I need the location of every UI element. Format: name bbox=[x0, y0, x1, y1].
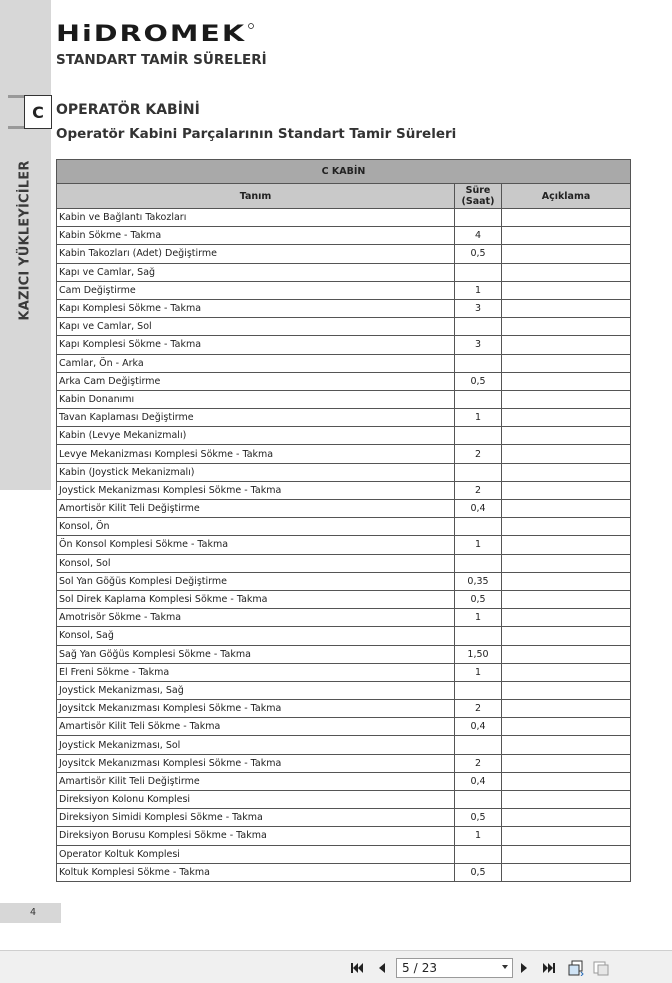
cell-aciklama bbox=[502, 754, 631, 772]
cell-tanim: Ön Konsol Komplesi Sökme - Takma bbox=[57, 536, 455, 554]
table-row bbox=[57, 209, 631, 227]
cell-aciklama bbox=[502, 791, 631, 809]
cell-sure bbox=[455, 427, 502, 445]
repair-times-table bbox=[56, 159, 631, 882]
page-selector[interactable] bbox=[396, 958, 513, 978]
table-row bbox=[57, 354, 631, 372]
cell-tanim: Amartisör Kilit Teli Değiştirme bbox=[57, 772, 455, 790]
doc-title: STANDART TAMİR SÜRELERİ bbox=[56, 52, 267, 68]
cell-aciklama bbox=[502, 390, 631, 408]
cell-aciklama bbox=[502, 354, 631, 372]
table-row bbox=[57, 518, 631, 536]
cell-sure bbox=[455, 263, 502, 281]
cell-sure bbox=[455, 518, 502, 536]
cell-sure bbox=[455, 209, 502, 227]
cell-sure: 1 bbox=[455, 663, 502, 681]
cell-aciklama bbox=[502, 299, 631, 317]
cell-sure: 1 bbox=[455, 827, 502, 845]
cell-tanim: Levye Mekanizması Komplesi Sökme - Takma bbox=[57, 445, 455, 463]
cell-tanim: Konsol, Sol bbox=[57, 554, 455, 572]
next-page-button[interactable] bbox=[519, 960, 531, 976]
hidromek-logo bbox=[56, 20, 256, 46]
cell-sure: 1 bbox=[455, 409, 502, 427]
last-page-button[interactable] bbox=[541, 960, 557, 976]
table-row bbox=[57, 572, 631, 590]
table-row bbox=[57, 590, 631, 608]
cell-tanim: Kabin (Levye Mekanizmalı) bbox=[57, 427, 455, 445]
table-row bbox=[57, 427, 631, 445]
table-row bbox=[57, 500, 631, 518]
cell-tanim: Cam Değiştirme bbox=[57, 281, 455, 299]
cell-aciklama bbox=[502, 700, 631, 718]
table-row bbox=[57, 299, 631, 317]
cell-aciklama bbox=[502, 409, 631, 427]
cell-tanim: Joysitck Mekanızması Komplesi Sökme - Takma bbox=[57, 754, 455, 772]
viewer-toolbar bbox=[0, 951, 672, 983]
cell-aciklama bbox=[502, 645, 631, 663]
cell-aciklama bbox=[502, 536, 631, 554]
table-row bbox=[57, 390, 631, 408]
fit-page-button[interactable] bbox=[592, 960, 610, 976]
cell-aciklama bbox=[502, 772, 631, 790]
table-row bbox=[57, 245, 631, 263]
column-header-tanim: Tanım bbox=[57, 184, 455, 209]
cell-sure: 0,5 bbox=[455, 590, 502, 608]
cell-aciklama bbox=[502, 427, 631, 445]
side-label bbox=[0, 90, 51, 390]
table-row bbox=[57, 554, 631, 572]
cell-sure bbox=[455, 791, 502, 809]
table-row bbox=[57, 718, 631, 736]
table-row bbox=[57, 609, 631, 627]
cell-tanim: Kabin Takozları (Adet) Değiştirme bbox=[57, 245, 455, 263]
chevron-down-icon bbox=[502, 965, 508, 969]
cell-aciklama bbox=[502, 463, 631, 481]
page-view-button[interactable] bbox=[567, 960, 585, 976]
cell-aciklama bbox=[502, 318, 631, 336]
fit-page-icon bbox=[592, 960, 610, 976]
table-row bbox=[57, 318, 631, 336]
cell-aciklama bbox=[502, 736, 631, 754]
table-row bbox=[57, 409, 631, 427]
cell-aciklama bbox=[502, 518, 631, 536]
section-title: OPERATÖR KABİNİ bbox=[56, 102, 200, 118]
cell-tanim: Sağ Yan Göğüs Komplesi Sökme - Takma bbox=[57, 645, 455, 663]
cell-aciklama bbox=[502, 663, 631, 681]
cell-tanim: Tavan Kaplaması Değiştirme bbox=[57, 409, 455, 427]
cell-tanim: Sol Yan Göğüs Komplesi Değiştirme bbox=[57, 572, 455, 590]
cell-tanim: Operator Koltuk Komplesi bbox=[57, 845, 455, 863]
cell-sure: 1 bbox=[455, 609, 502, 627]
cell-sure: 0,5 bbox=[455, 809, 502, 827]
table-row bbox=[57, 845, 631, 863]
column-header-sure-line2: (Saat) bbox=[461, 196, 495, 207]
table-row bbox=[57, 463, 631, 481]
cell-aciklama bbox=[502, 481, 631, 499]
table-row bbox=[57, 754, 631, 772]
prev-page-icon bbox=[376, 961, 386, 975]
cell-sure: 1,50 bbox=[455, 645, 502, 663]
cell-aciklama bbox=[502, 245, 631, 263]
cell-tanim: Konsol, Ön bbox=[57, 518, 455, 536]
cell-sure bbox=[455, 736, 502, 754]
last-page-icon bbox=[542, 961, 556, 975]
section-subtitle: Operatör Kabini Parçalarının Standart Tamir Süreleri bbox=[56, 126, 457, 142]
cell-aciklama bbox=[502, 827, 631, 845]
cell-sure: 2 bbox=[455, 445, 502, 463]
cell-aciklama bbox=[502, 572, 631, 590]
total-pages: 23 bbox=[421, 961, 437, 975]
table-row bbox=[57, 227, 631, 245]
cell-sure: 2 bbox=[455, 700, 502, 718]
side-label-text: KAZICI YÜKLEYİCİLER bbox=[18, 159, 33, 321]
cell-tanim: Amotrisör Sökme - Takma bbox=[57, 609, 455, 627]
cell-tanim: Joystick Mekanizması Komplesi Sökme - Takma bbox=[57, 481, 455, 499]
cell-aciklama bbox=[502, 281, 631, 299]
cell-tanim: El Freni Sökme - Takma bbox=[57, 663, 455, 681]
cell-tanim: Kabin Donanımı bbox=[57, 390, 455, 408]
cell-tanim: Direksiyon Borusu Komplesi Sökme - Takma bbox=[57, 827, 455, 845]
cell-aciklama bbox=[502, 609, 631, 627]
section-badge: C bbox=[24, 95, 52, 129]
cell-aciklama bbox=[502, 336, 631, 354]
cell-tanim: Kapı ve Camlar, Sol bbox=[57, 318, 455, 336]
logo-text: HiDROMEK bbox=[56, 22, 246, 46]
next-page-icon bbox=[520, 961, 530, 975]
cell-aciklama bbox=[502, 554, 631, 572]
cell-tanim: Direksiyon Simidi Komplesi Sökme - Takma bbox=[57, 809, 455, 827]
cell-sure bbox=[455, 318, 502, 336]
table-row bbox=[57, 827, 631, 845]
cell-aciklama bbox=[502, 809, 631, 827]
cell-sure: 0,4 bbox=[455, 772, 502, 790]
table-caption: C KABİN bbox=[57, 160, 631, 184]
cell-tanim: Koltuk Komplesi Sökme - Takma bbox=[57, 863, 455, 881]
cell-sure: 1 bbox=[455, 536, 502, 554]
current-page: 5 bbox=[402, 961, 410, 975]
first-page-icon bbox=[350, 961, 364, 975]
cell-sure bbox=[455, 554, 502, 572]
cell-sure: 0,4 bbox=[455, 718, 502, 736]
cell-aciklama bbox=[502, 681, 631, 699]
table-row bbox=[57, 263, 631, 281]
page-view-icon bbox=[567, 960, 585, 976]
cell-sure bbox=[455, 390, 502, 408]
table-row bbox=[57, 372, 631, 390]
cell-sure bbox=[455, 681, 502, 699]
cell-tanim: Kabin ve Bağlantı Takozları bbox=[57, 209, 455, 227]
table-row bbox=[57, 336, 631, 354]
cell-sure bbox=[455, 354, 502, 372]
page-number: 4 bbox=[0, 903, 61, 923]
cell-aciklama bbox=[502, 500, 631, 518]
cell-sure: 0,5 bbox=[455, 245, 502, 263]
cell-sure: 2 bbox=[455, 754, 502, 772]
column-header-sure bbox=[455, 184, 502, 209]
cell-tanim: Joystick Mekanizması, Sol bbox=[57, 736, 455, 754]
cell-tanim: Amortisör Kilit Teli Değiştirme bbox=[57, 500, 455, 518]
cell-sure: 2 bbox=[455, 481, 502, 499]
first-page-button[interactable] bbox=[349, 960, 365, 976]
cell-aciklama bbox=[502, 372, 631, 390]
table-row bbox=[57, 809, 631, 827]
column-header-sure-line1: Süre bbox=[465, 185, 491, 196]
table-row bbox=[57, 445, 631, 463]
table-row bbox=[57, 736, 631, 754]
cell-sure: 0,5 bbox=[455, 863, 502, 881]
table-row bbox=[57, 863, 631, 881]
cell-tanim: Joysitck Mekanızması Komplesi Sökme - Takma bbox=[57, 700, 455, 718]
cell-aciklama bbox=[502, 209, 631, 227]
cell-sure bbox=[455, 627, 502, 645]
cell-tanim: Direksiyon Kolonu Komplesi bbox=[57, 791, 455, 809]
cell-tanim: Kabin Sökme - Takma bbox=[57, 227, 455, 245]
table-row bbox=[57, 645, 631, 663]
table-row bbox=[57, 627, 631, 645]
cell-tanim: Kabin (Joystick Mekanizmalı) bbox=[57, 463, 455, 481]
cell-tanim: Sol Direk Kaplama Komplesi Sökme - Takma bbox=[57, 590, 455, 608]
table-row bbox=[57, 536, 631, 554]
cell-sure bbox=[455, 845, 502, 863]
cell-aciklama bbox=[502, 227, 631, 245]
cell-sure: 4 bbox=[455, 227, 502, 245]
logo-reg-mark bbox=[249, 24, 254, 29]
table-row bbox=[57, 791, 631, 809]
cell-sure: 3 bbox=[455, 336, 502, 354]
cell-sure bbox=[455, 463, 502, 481]
cell-aciklama bbox=[502, 845, 631, 863]
cell-sure: 0,4 bbox=[455, 500, 502, 518]
cell-aciklama bbox=[502, 863, 631, 881]
prev-page-button[interactable] bbox=[374, 960, 388, 976]
cell-tanim: Arka Cam Değiştirme bbox=[57, 372, 455, 390]
cell-tanim: Konsol, Sağ bbox=[57, 627, 455, 645]
cell-sure: 0,35 bbox=[455, 572, 502, 590]
column-header-aciklama: Açıklama bbox=[502, 184, 631, 209]
cell-sure: 1 bbox=[455, 281, 502, 299]
table-body bbox=[57, 209, 631, 882]
cell-aciklama bbox=[502, 263, 631, 281]
table-row bbox=[57, 772, 631, 790]
page-separator: / bbox=[413, 961, 418, 975]
cell-aciklama bbox=[502, 445, 631, 463]
cell-tanim: Kapı Komplesi Sökme - Takma bbox=[57, 336, 455, 354]
table-row bbox=[57, 281, 631, 299]
cell-tanim: Joystick Mekanizması, Sağ bbox=[57, 681, 455, 699]
cell-aciklama bbox=[502, 627, 631, 645]
cell-tanim: Camlar, Ön - Arka bbox=[57, 354, 455, 372]
cell-tanim: Kapı ve Camlar, Sağ bbox=[57, 263, 455, 281]
cell-tanim: Amartisör Kilit Teli Sökme - Takma bbox=[57, 718, 455, 736]
table-row bbox=[57, 663, 631, 681]
cell-tanim: Kapı Komplesi Sökme - Takma bbox=[57, 299, 455, 317]
cell-sure: 3 bbox=[455, 299, 502, 317]
cell-aciklama bbox=[502, 590, 631, 608]
cell-sure: 0,5 bbox=[455, 372, 502, 390]
table-row bbox=[57, 700, 631, 718]
table-row bbox=[57, 481, 631, 499]
cell-aciklama bbox=[502, 718, 631, 736]
table-row bbox=[57, 681, 631, 699]
